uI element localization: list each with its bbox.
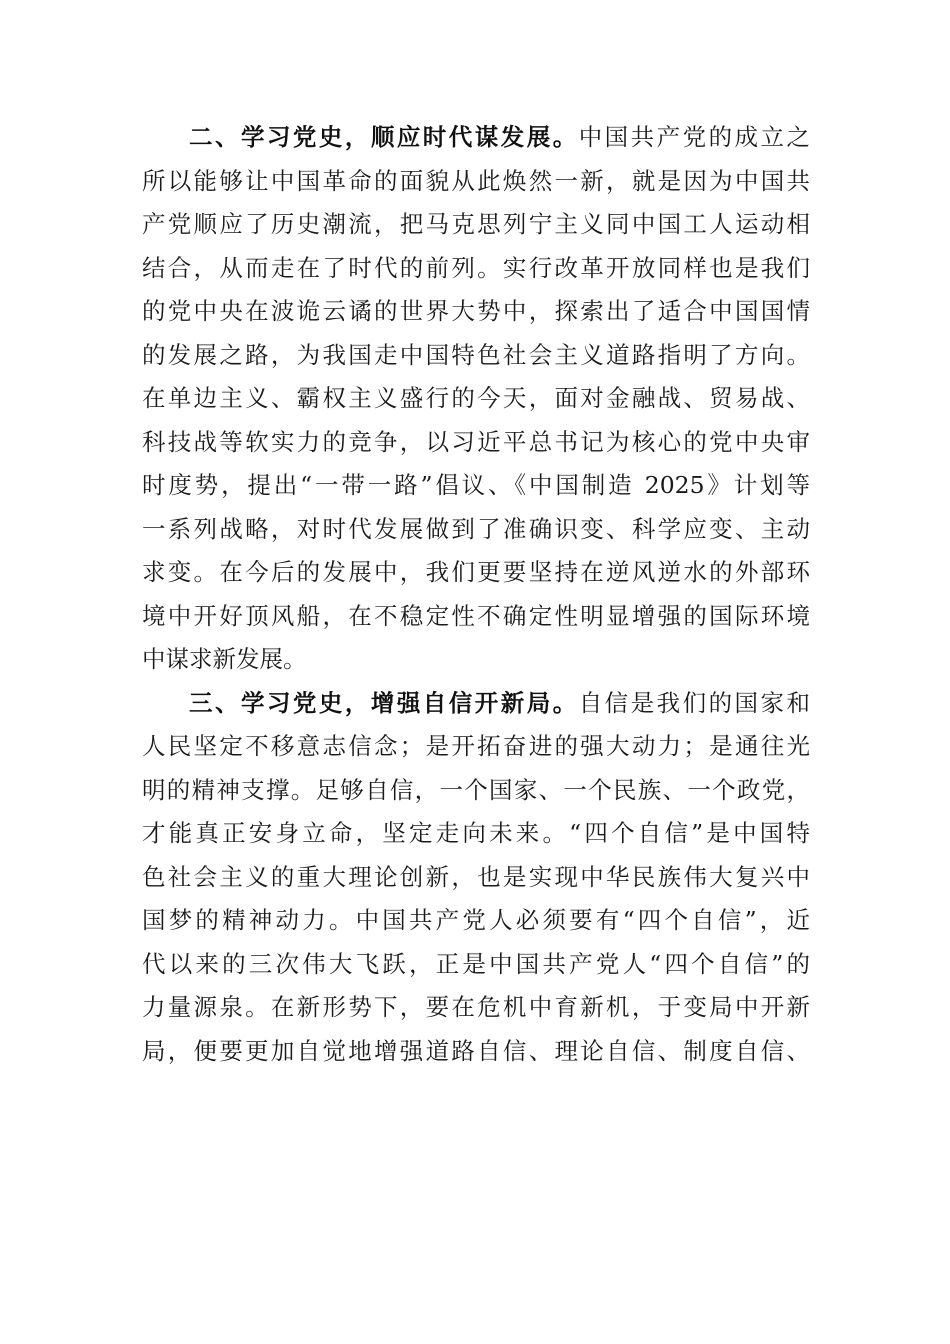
paragraph-2-line: 人民坚定不移意志信念；是开拓奋进的强大动力；是通往光 bbox=[142, 732, 810, 760]
document-body bbox=[142, 116, 810, 1073]
paragraph-1-text: 中国共产党的成立之 bbox=[578, 123, 811, 151]
paragraph-1-line: 中谋求新发展。 bbox=[142, 645, 307, 673]
paragraph-2-line-1 bbox=[142, 682, 810, 726]
paragraph-2-heading: 三、学习党史，增强自信开新局。 bbox=[189, 688, 579, 717]
paragraph-1-heading: 二、学习党史，顺应时代谋发展。 bbox=[189, 123, 579, 151]
paragraph-2-line: 色社会主义的重大理论创新，也是实现中华民族伟大复兴中 bbox=[142, 862, 810, 891]
paragraph-2-line: 局，便要更加自觉地增强道路自信、理论自信、制度自信、 bbox=[142, 1036, 810, 1065]
paragraph-1-line: 境中开好顶风船，在不稳定性不确定性明显增强的国际环境 bbox=[142, 601, 810, 630]
paragraph-1-line: 所以能够让中国革命的面貌从此焕然一新，就是因为中国共 bbox=[142, 166, 810, 195]
paragraph-1-line-1 bbox=[142, 116, 810, 160]
paragraph-2-line: 明的精神支撑。足够自信，一个国家、一个民族、一个政党， bbox=[142, 775, 810, 804]
paragraph-2-line: 力量源泉。在新形势下，要在危机中育新机，于变局中开新 bbox=[142, 993, 810, 1021]
paragraph-2-line: 才能真正安身立命，坚定走向未来。“四个自信”是中国特 bbox=[142, 819, 810, 847]
paragraph-1-line: 求变。在今后的发展中，我们更要坚持在逆风逆水的外部环 bbox=[142, 558, 810, 586]
paragraph-2-text: 自信是我们的国家和 bbox=[578, 688, 811, 717]
paragraph-1-line: 产党顺应了历史潮流，把马克思列宁主义同中国工人运动相 bbox=[142, 210, 810, 238]
paragraph-1-line: 科技战等软实力的竞争，以习近平总书记为核心的党中央审 bbox=[142, 427, 810, 456]
paragraph-1-line: 的发展之路，为我国走中国特色社会主义道路指明了方向。 bbox=[142, 340, 810, 369]
paragraph-2-line: 国梦的精神动力。中国共产党人必须要有“四个自信”，近 bbox=[142, 906, 810, 934]
paragraph-1-line: 在单边主义、霸权主义盛行的今天，面对金融战、贸易战、 bbox=[142, 384, 810, 412]
paragraph-1-line: 时度势，提出“一带一路”倡议、《中国制造 2025》计划等 bbox=[142, 471, 810, 499]
paragraph-2-line: 代以来的三次伟大飞跃，正是中国共产党人“四个自信”的 bbox=[142, 949, 810, 978]
paragraph-1-line: 一系列战略，对时代发展做到了准确识变、科学应变、主动 bbox=[142, 514, 810, 543]
paragraph-1-line: 的党中央在波诡云谲的世界大势中，探索出了适合中国国情 bbox=[142, 297, 810, 325]
paragraph-1-line: 结合，从而走在了时代的前列。实行改革开放同样也是我们 bbox=[142, 253, 810, 282]
